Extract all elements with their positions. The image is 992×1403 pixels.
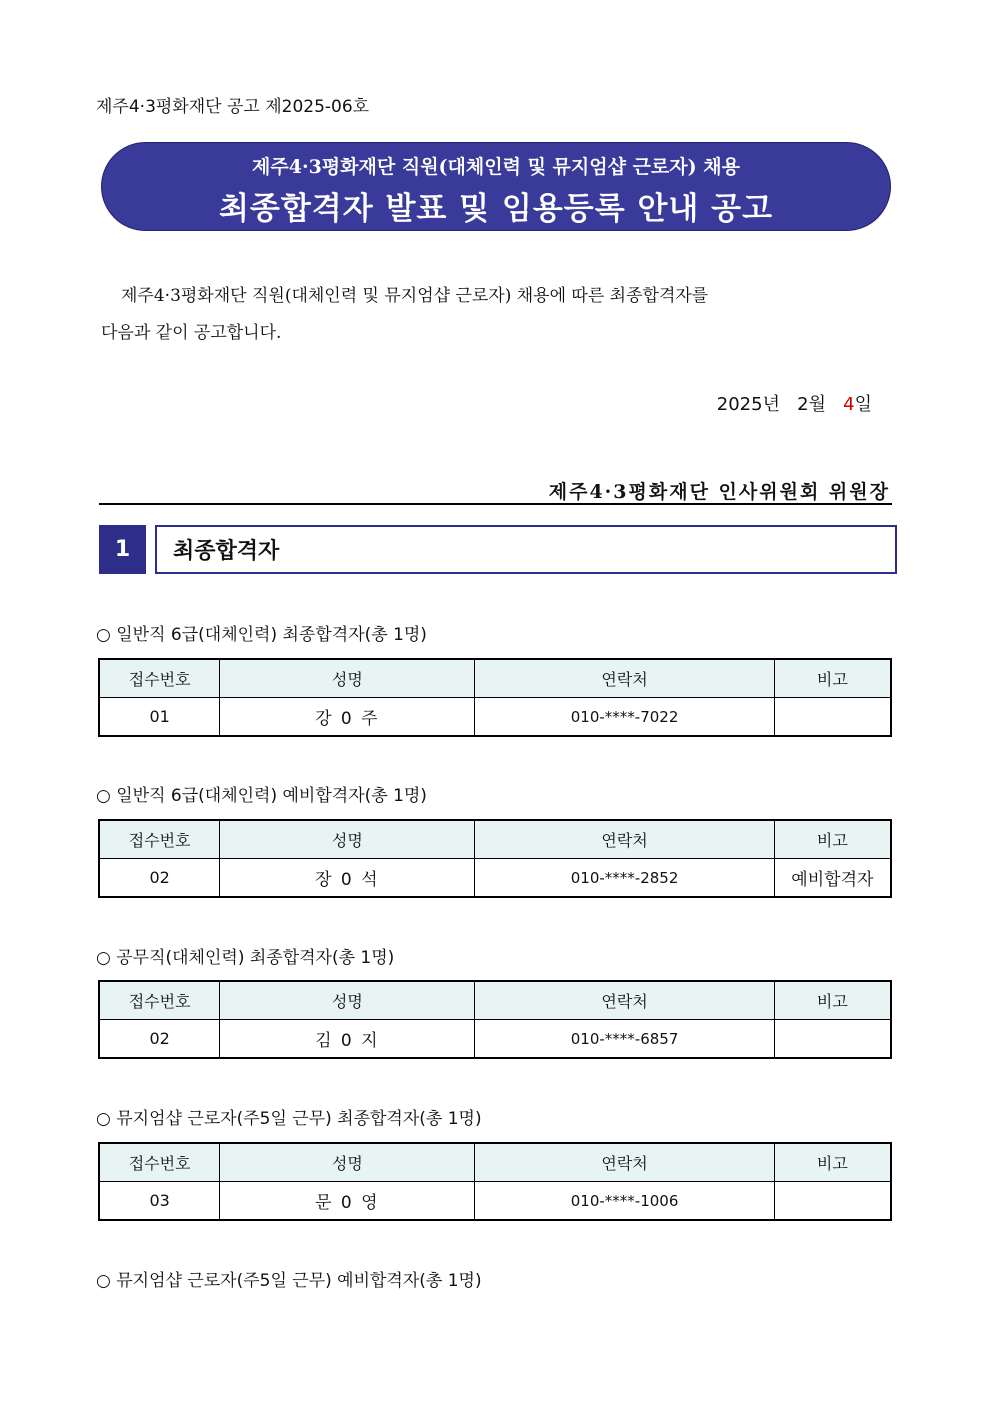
title-banner (101, 142, 891, 231)
cell-note (774, 1020, 891, 1059)
cell-phone: 010-****-7022 (475, 698, 774, 737)
cell-no: 03 (99, 1182, 220, 1221)
block-heading: ○ 뮤지엄샵 근로자(주5일 근무) 최종합격자(총 1명) (96, 1109, 482, 1129)
cell-note (774, 698, 891, 737)
header-name: 성명 (220, 820, 475, 859)
cell-phone: 010-****-6857 (475, 1020, 774, 1059)
header-phone: 연락처 (475, 659, 774, 698)
notice-number: 제주4·3평화재단 공고 제2025-06호 (96, 97, 370, 117)
banner-title: 최종합격자 발표 및 임용등록 안내 공고 (218, 191, 774, 227)
block-heading: ○ 뮤지엄샵 근로자(주5일 근무) 예비합격자(총 1명) (96, 1271, 482, 1291)
table-header-row (99, 981, 891, 1020)
block-heading: ○ 공무직(대체인력) 최종합격자(총 1명) (96, 948, 395, 968)
block-heading: ○ 일반직 6급(대체인력) 예비합격자(총 1명) (96, 786, 427, 806)
cell-phone: 010-****-2852 (475, 859, 774, 898)
signer-divider (99, 503, 892, 505)
header-name: 성명 (220, 1143, 475, 1182)
cell-name: 장 0 석 (220, 859, 475, 898)
header-phone: 연락처 (475, 820, 774, 859)
result-table (98, 658, 892, 737)
section-title: 최종합격자 (155, 525, 897, 574)
banner-subtitle: 제주4·3평화재단 직원(대체인력 및 뮤지엄샵 근로자) 채용 (252, 156, 740, 178)
table-header-row (99, 1143, 891, 1182)
announcement-date (717, 390, 872, 416)
result-table (98, 1142, 892, 1221)
header-name: 성명 (220, 981, 475, 1020)
cell-no: 01 (99, 698, 220, 737)
section-number: 1 (99, 525, 146, 574)
result-table (98, 819, 892, 898)
header-no: 접수번호 (99, 1143, 220, 1182)
intro-line-2: 다음과 같이 공고합니다. (101, 323, 282, 343)
date-day-number: 4 (843, 394, 855, 415)
cell-note (774, 1182, 891, 1221)
header-no: 접수번호 (99, 659, 220, 698)
cell-no: 02 (99, 1020, 220, 1059)
table-header-row (99, 659, 891, 698)
header-no: 접수번호 (99, 820, 220, 859)
cell-name: 강 0 주 (220, 698, 475, 737)
header-note: 비고 (774, 659, 891, 698)
header-phone: 연락처 (475, 1143, 774, 1182)
result-table (98, 980, 892, 1059)
header-note: 비고 (774, 981, 891, 1020)
cell-name: 김 0 지 (220, 1020, 475, 1059)
date-year: 2025년 (716, 394, 780, 415)
table-row (99, 1182, 891, 1221)
intro-line-1: 제주4·3평화재단 직원(대체인력 및 뮤지엄샵 근로자) 채용에 따른 최종합격자를 (121, 286, 709, 306)
block-heading: ○ 일반직 6급(대체인력) 최종합격자(총 1명) (96, 625, 427, 645)
table-row (99, 859, 891, 898)
signer: 제주4·3평화재단 인사위원회 위원장 (548, 481, 890, 503)
cell-note: 예비합격자 (774, 859, 891, 898)
table-header-row (99, 820, 891, 859)
header-note: 비고 (774, 820, 891, 859)
table-row (99, 698, 891, 737)
header-no: 접수번호 (99, 981, 220, 1020)
header-name: 성명 (220, 659, 475, 698)
cell-phone: 010-****-1006 (475, 1182, 774, 1221)
cell-name: 문 0 영 (220, 1182, 475, 1221)
table-row (99, 1020, 891, 1059)
date-day-suffix: 일 (854, 394, 872, 415)
date-month: 2월 (797, 394, 826, 415)
header-note: 비고 (774, 1143, 891, 1182)
cell-no: 02 (99, 859, 220, 898)
header-phone: 연락처 (475, 981, 774, 1020)
intro-paragraph (101, 278, 891, 352)
